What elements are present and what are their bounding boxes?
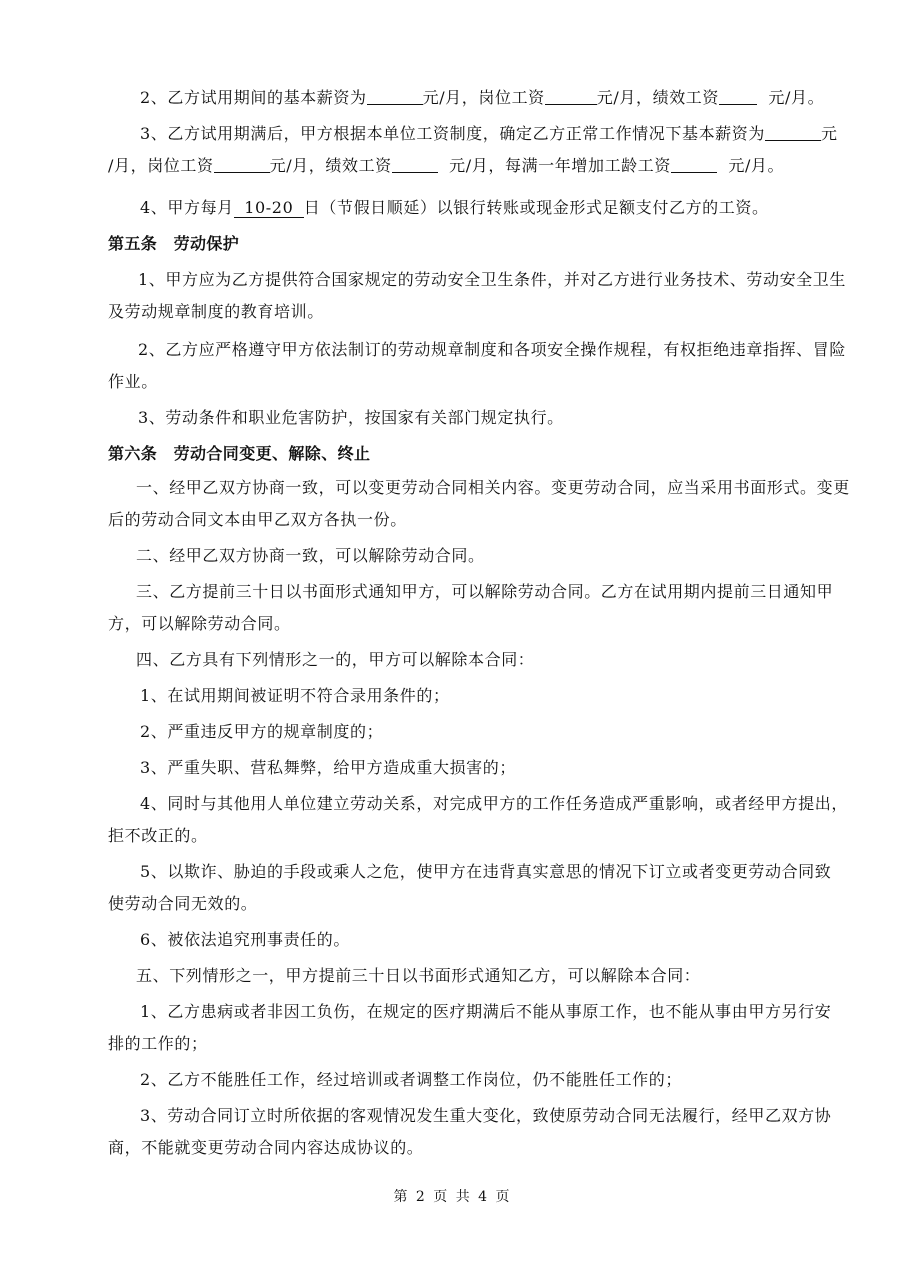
page-number: 第 2 页 共 4 页 [393, 1189, 512, 1205]
seniority-salary-blank [671, 156, 717, 173]
clause6-p2: 二、经甲乙双方协商一致，可以解除劳动合同。 [136, 546, 485, 565]
base-salary-blank [367, 88, 423, 105]
clause6-p4-item6: 6、被依法追究刑事责任的。 [140, 930, 350, 949]
salary-probation-line [140, 88, 824, 108]
payday-prefix: 4、甲方每月 [140, 198, 234, 217]
payday-range-field: 10-20 [234, 199, 304, 218]
salary-probation-unit1: 元/月，岗位工资 [422, 88, 545, 107]
regular-post-salary-blank [214, 156, 270, 173]
salary-probation-prefix: 2、乙方试用期间的基本薪资为 [140, 88, 367, 107]
clause6-p4-item4-line1: 4、同时与其他用人单位建立劳动关系，对完成甲方的工作任务造成严重影响，或者经甲方提出， [140, 794, 848, 813]
clause5-item1-line2: 及劳动规章制度的教育培训。 [108, 302, 324, 321]
clause6-heading: 第六条 劳动合同变更、解除、终止 [108, 444, 371, 463]
salary-regular-line1 [140, 124, 838, 144]
clause5-item2-line1: 2、乙方应严格遵守甲方依法制订的劳动规章制度和各项安全操作规程，有权拒绝违章指挥、冒险 [138, 340, 846, 359]
salary-regular-line2 [108, 156, 784, 176]
clause5-heading: 第五条 劳动保护 [108, 234, 240, 253]
clause6-p5: 五、下列情形之一，甲方提前三十日以书面形式通知乙方，可以解除本合同： [136, 966, 701, 985]
clause6-p4-item1: 1、在试用期间被证明不符合录用条件的； [140, 686, 450, 705]
clause6-p5-item1-line2: 排的工作的； [108, 1034, 208, 1053]
salary-regular-prefix: 3、乙方试用期满后，甲方根据本单位工资制度，确定乙方正常工作情况下基本薪资为 [140, 124, 765, 143]
salary-regular-line2-unit1: 元/月，绩效工资 [269, 156, 392, 175]
salary-regular-line2-unit2: 元/月，每满一年增加工龄工资 [449, 156, 671, 175]
clause6-p5-item1-line1: 1、乙方患病或者非因工负伤，在规定的医疗期满后不能从事原工作，也不能从事由甲方另行安 [140, 1002, 832, 1021]
clause5-item1-line1: 1、甲方应为乙方提供符合国家规定的劳动安全卫生条件，并对乙方进行业务技术、劳动安全卫生 [138, 270, 846, 289]
performance-salary-blank [719, 88, 757, 105]
clause6-p4-item5-line2: 使劳动合同无效的。 [108, 894, 258, 913]
clause6-p4: 四、乙方具有下列情形之一的，甲方可以解除本合同： [136, 650, 535, 669]
clause6-p4-item3: 3、严重失职、营私舞弊，给甲方造成重大损害的； [140, 758, 516, 777]
clause6-p1-line1: 一、经甲乙双方协商一致，可以变更劳动合同相关内容。变更劳动合同，应当采用书面形式。变更 [136, 478, 850, 497]
clause6-p3-line2: 方，可以解除劳动合同。 [108, 614, 291, 633]
salary-probation-unit3: 元/月。 [768, 88, 825, 107]
clause6-p5-item3-line2: 商，不能就变更劳动合同内容达成协议的。 [108, 1138, 424, 1157]
salary-regular-line2-prefix: /月，岗位工资 [108, 156, 214, 175]
clause6-p4-item5-line1: 5、以欺诈、胁迫的手段或乘人之危，使甲方在违背真实意思的情况下订立或者变更劳动合同致 [140, 862, 832, 881]
payday-suffix: 日（节假日顺延）以银行转账或现金形式足额支付乙方的工资。 [303, 198, 769, 217]
regular-performance-salary-blank [392, 156, 438, 173]
regular-base-salary-blank [765, 124, 821, 141]
clause6-p4-item2: 2、严重违反甲方的规章制度的； [140, 722, 384, 741]
salary-regular-suffix: 元 [820, 124, 838, 143]
clause6-p5-item3-line1: 3、劳动合同订立时所依据的客观情况发生重大变化，致使原劳动合同无法履行，经甲乙双方协 [140, 1106, 832, 1125]
clause5-item3: 3、劳动条件和职业危害防护，按国家有关部门规定执行。 [138, 408, 564, 427]
salary-probation-unit2: 元/月，绩效工资 [596, 88, 719, 107]
clause6-p4-item4-line2: 拒不改正的。 [108, 826, 208, 845]
payday-line [140, 198, 769, 218]
clause6-p3-line1: 三、乙方提前三十日以书面形式通知甲方，可以解除劳动合同。乙方在试用期内提前三日通知甲 [136, 582, 834, 601]
post-salary-blank [545, 88, 597, 105]
salary-regular-line2-unit3: 元/月。 [728, 156, 785, 175]
clause6-p1-line2: 后的劳动合同文本由甲乙双方各执一份。 [108, 510, 407, 529]
clause6-p5-item2: 2、乙方不能胜任工作，经过培训或者调整工作岗位，仍不能胜任工作的； [140, 1070, 682, 1089]
clause5-item2-line2: 作业。 [108, 372, 158, 391]
